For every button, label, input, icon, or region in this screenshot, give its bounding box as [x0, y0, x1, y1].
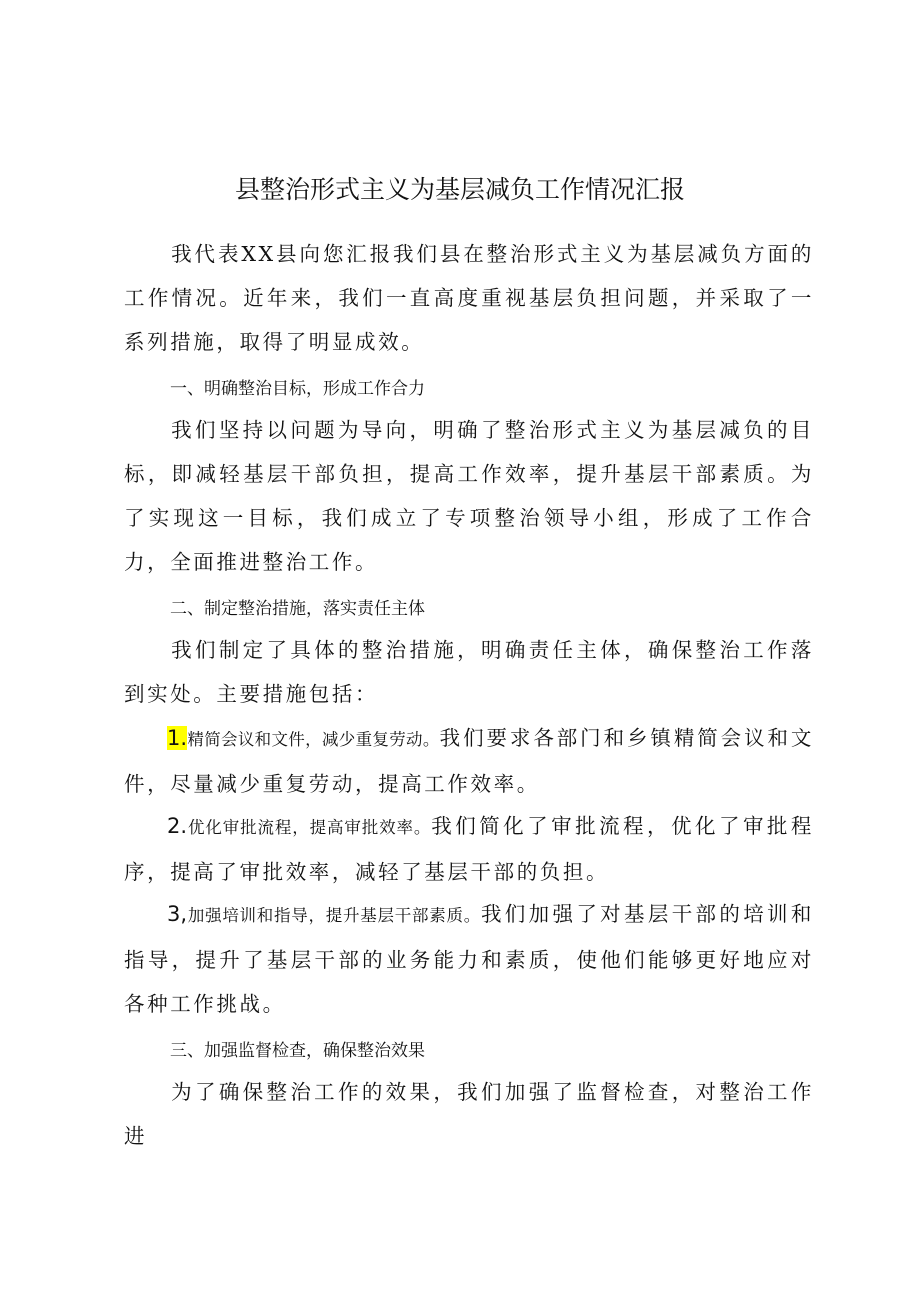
measure-text: 我们简化了审批流程，优化了审批程序，提高了审批效率，减轻了基层干部的负担。	[124, 814, 814, 884]
measure-number: 3,	[167, 902, 188, 926]
measure-number: 1.	[167, 726, 188, 750]
section-3-body: 为了确保整治工作的效果，我们加强了监督检查，对整治工作进	[124, 1080, 814, 1148]
measure-lead: 加强培训和指导，提升基层干部素质。	[187, 906, 481, 925]
measure-lead: 精简会议和文件，减少重复劳动。	[187, 730, 440, 749]
measure-text: 我们要求各部门和乡镇精简会议和文件，尽量减少重复劳动，提高工作效率。	[124, 726, 814, 796]
measure-number: 2.	[167, 814, 188, 838]
measure-item-3	[124, 892, 814, 1026]
section-1-body: 我们坚持以问题为导向，明确了整治形式主义为基层减负的目标，即减轻基层干部负担，提高工作效率，提升基层干部素质。为了实现这一目标，我们成立了专项整治领导小组，形成了工作合力，全面推进整治工作。	[124, 418, 814, 574]
measure-lead: 优化审批流程，提高审批效率。	[187, 818, 432, 837]
section-1-heading: 一、明确整治目标，形成工作合力	[170, 379, 425, 399]
section-3-heading: 三、加强监督检查，确保整治效果	[170, 1041, 425, 1061]
measure-text: 我们加强了对基层干部的培训和指导，提升了基层干部的业务能力和素质，使他们能够更好地应对各种工作挑战。	[124, 902, 814, 1016]
measure-item-1	[124, 716, 814, 806]
intro-paragraph: 我代表XX县向您汇报我们县在整治形式主义为基层减负方面的工作情况。近年来，我们一直高度重视基层负担问题，并采取了一系列措施，取得了明显成效。	[124, 242, 814, 354]
section-2-heading: 二、制定整治措施，落实责任主体	[170, 599, 425, 619]
document-title: 县整治形式主义为基层减负工作情况汇报	[234, 175, 685, 204]
section-2-body: 我们制定了具体的整治措施，明确责任主体，确保整治工作落到实处。主要措施包括：	[124, 638, 814, 706]
measure-item-2	[124, 804, 814, 894]
